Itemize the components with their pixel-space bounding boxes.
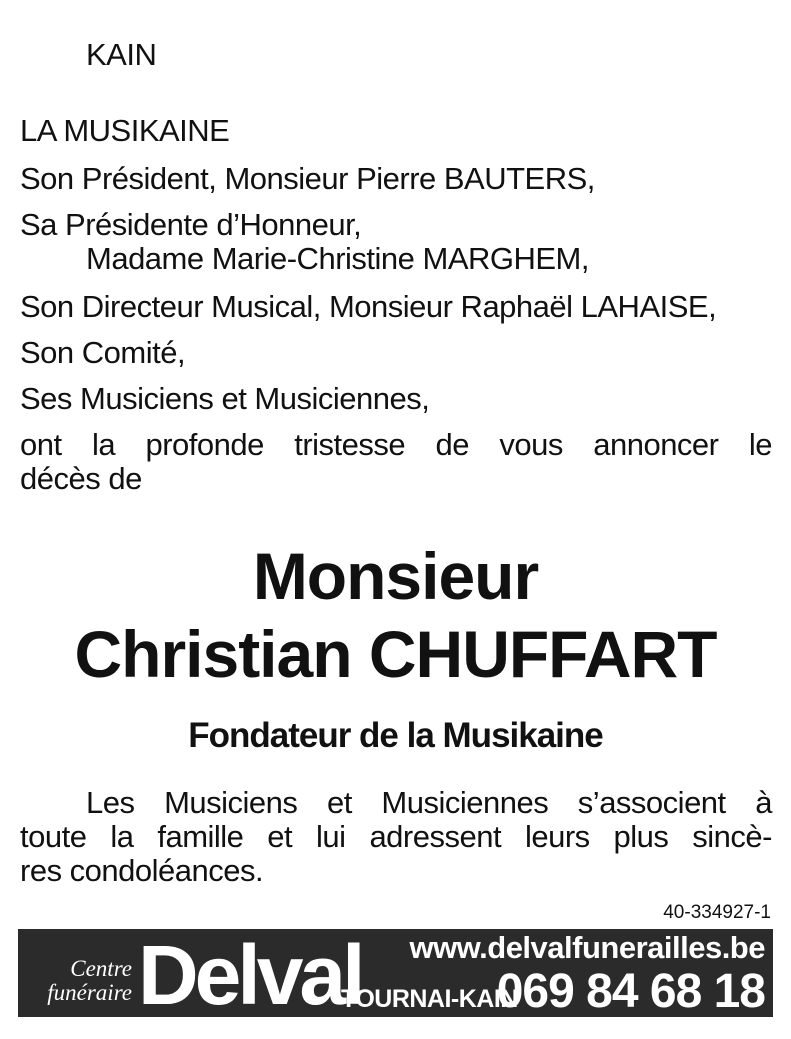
deceased-title: Monsieur	[252, 539, 539, 613]
centre-label-line-1: Centre	[70, 956, 132, 981]
honorary-president-name: Madame Marie-Christine MARGHEM,	[86, 241, 589, 276]
centre-label-line-2: funéraire	[47, 980, 132, 1005]
musicians-line: Ses Musiciens et Musiciennes,	[20, 381, 430, 416]
locality: KAIN	[86, 37, 157, 72]
music-director-line: Son Directeur Musical, Monsieur Raphaël LAHAISE,	[20, 289, 717, 324]
funeral-home-phone: 069 84 68 18	[496, 965, 765, 1017]
deceased-role: Fondateur de la Musikaine	[188, 716, 603, 755]
funeral-home-city: TOURNAI-KAIN	[341, 985, 518, 1013]
deceased-name: Christian CHUFFART	[74, 617, 717, 691]
announcement-line-1: ont la profonde tristesse de vous annoncer le	[20, 427, 772, 462]
condolences-line-2: toute la famille et lui adressent leurs plus sincè-	[20, 819, 772, 854]
funeral-home-url: www.delvalfunerailles.be	[409, 930, 765, 965]
association-name: LA MUSIKAINE	[20, 113, 230, 148]
announcement-line-2: décès de	[20, 461, 142, 496]
reference-number: 40-334927-1	[663, 902, 771, 923]
condolences-line-3: res condoléances.	[20, 853, 264, 888]
funeral-centre-label	[47, 957, 132, 1005]
condolences-line-1: Les Musiciens et Musiciennes s’associent à	[86, 785, 772, 820]
funeral-home-banner	[18, 929, 773, 1017]
president-line: Son Président, Monsieur Pierre BAUTERS,	[20, 161, 595, 196]
honorary-president-label: Sa Présidente d’Honneur,	[20, 207, 362, 242]
committee-line: Son Comité,	[20, 335, 186, 370]
funeral-home-logo: Delval	[138, 929, 362, 1017]
